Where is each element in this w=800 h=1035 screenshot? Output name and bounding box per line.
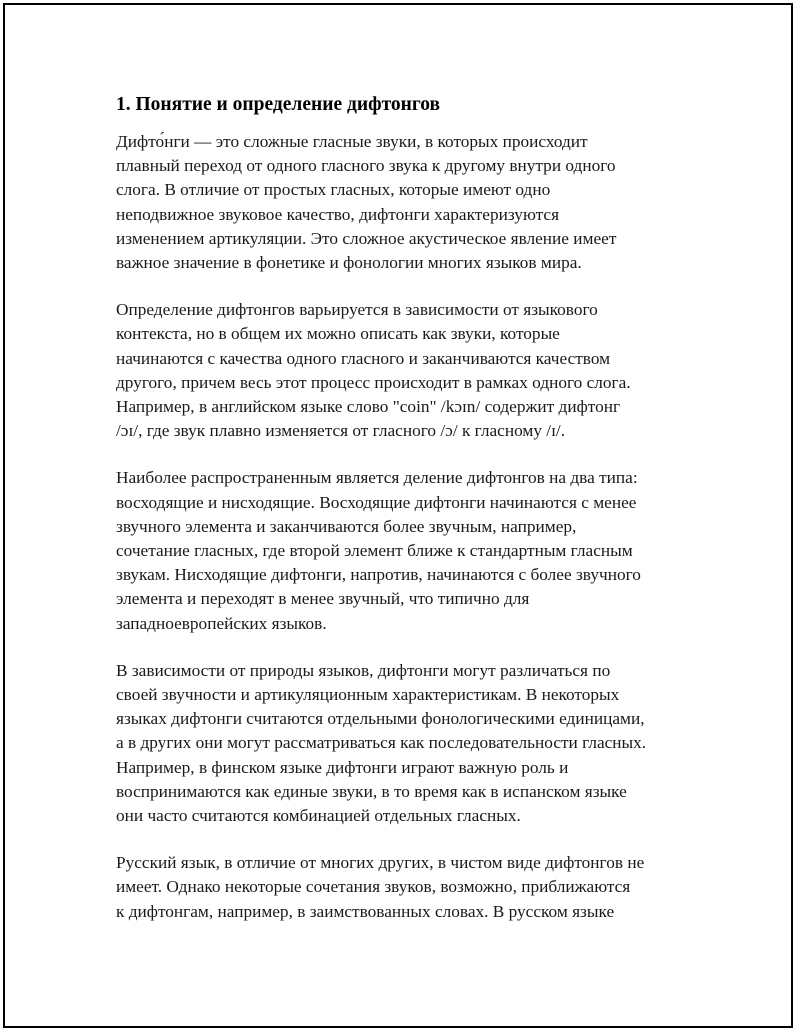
text-line: воспринимаются как единые звуки, в то время как в испанском языке (116, 781, 627, 801)
paragraph-definition (116, 130, 688, 275)
document-body (116, 92, 688, 947)
text-line: другого, причем весь этот процесс происходит в рамках одного слога. (116, 372, 631, 392)
text-line: своей звучности и артикуляционным характеристикам. В некоторых (116, 685, 620, 705)
text-line: элемента и переходят в менее звучный, что типично для (116, 589, 530, 609)
text-line: языках дифтонги считаются отдельными фонологическими единицами, (116, 709, 645, 729)
section-heading: 1. Понятие и определение дифтонгов (116, 94, 441, 115)
text-line: слога. В отличие от простых гласных, которые имеют одно (116, 180, 551, 200)
paragraph-russian (116, 851, 688, 924)
text-line: контекста, но в общем их можно описать как звуки, которые (116, 324, 560, 344)
text-line: к дифтонгам, например, в заимствованных словах. В русском языке (116, 901, 615, 921)
paragraph-types (116, 466, 688, 635)
text-line: важное значение в фонетике и фонологии многих языков мира. (116, 253, 582, 273)
text-line: Наиболее распространенным является деление дифтонгов на два типа: (116, 468, 638, 488)
text-line: Например, в финском языке дифтонги играют важную роль и (116, 757, 569, 777)
text-line: Определение дифтонгов варьируется в зависимости от языкового (116, 300, 598, 320)
text-line: /ɔɪ/, где звук плавно изменяется от гласного /ɔ/ к гласному /ɪ/. (116, 421, 566, 441)
text-line: западноевропейских языков. (116, 613, 327, 633)
text-line: неподвижное звуковое качество, дифтонги характеризуются (116, 204, 560, 224)
text-line: изменением артикуляции. Это сложное акустическое явление имеет (116, 228, 617, 248)
text-line: Русский язык, в отличие от многих других, в чистом виде дифтонгов не (116, 853, 645, 873)
text-line: они часто считаются комбинацией отдельных гласных. (116, 806, 521, 826)
text-line: звучного элемента и заканчиваются более звучным, например, (116, 516, 577, 536)
text-line: восходящие и нисходящие. Восходящие дифтонги начинаются с менее (116, 492, 637, 512)
text-line: а в других они могут рассматриваться как последовательности гласных. (116, 733, 647, 753)
text-line: начинаются с качества одного гласного и заканчиваются качеством (116, 348, 611, 368)
text-line: Дифто́нги — это сложные гласные звуки, в которых происходит (116, 132, 588, 151)
paragraph-context (116, 298, 688, 443)
text-line: звукам. Нисходящие дифтонги, напротив, начинаются с более звучного (116, 565, 641, 585)
paragraph-languages (116, 659, 688, 828)
text-line: имеет. Однако некоторые сочетания звуков, возможно, приближаются (116, 877, 631, 897)
text-line: плавный переход от одного гласного звука к другому внутри одного (116, 156, 616, 176)
text-line: Например, в английском языке слово "coin" /kɔɪn/ содержит дифтонг (116, 397, 621, 417)
text-line: В зависимости от природы языков, дифтонги могут различаться по (116, 660, 611, 680)
text-line: сочетание гласных, где второй элемент ближе к стандартным гласным (116, 541, 633, 561)
